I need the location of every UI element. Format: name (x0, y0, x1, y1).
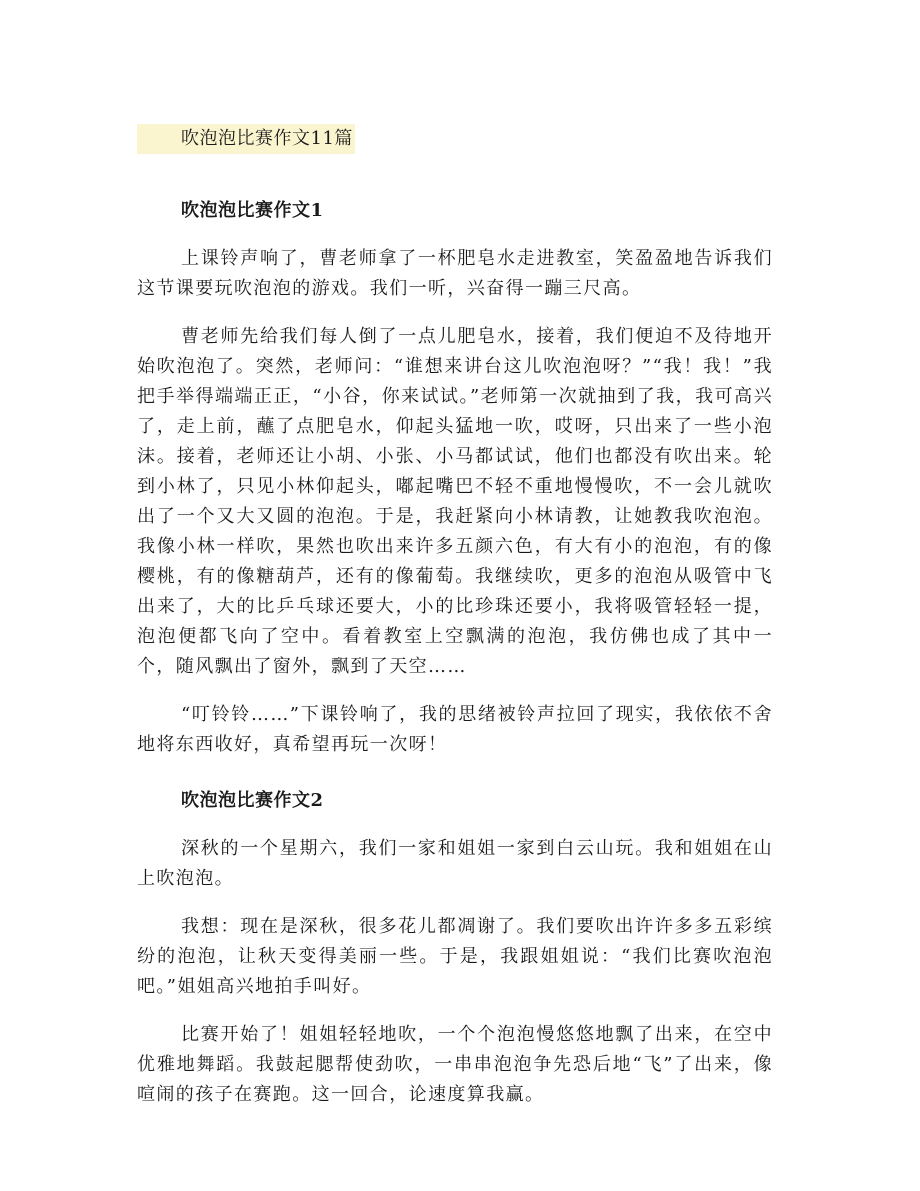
paragraph: 深秋的一个星期六，我们一家和姐姐一家到白云山玩。我和姐姐在山上吹泡泡。 (137, 838, 773, 889)
section-2 (137, 786, 773, 1110)
document-title: 吹泡泡比赛作文11篇 (137, 124, 355, 154)
section-1 (137, 196, 773, 760)
section-heading: 吹泡泡比赛作文1 (181, 200, 324, 221)
title-row (137, 124, 773, 176)
section-heading: 吹泡泡比赛作文2 (181, 790, 324, 811)
paragraph: “叮铃铃……”下课铃响了，我的思绪被铃声拉回了现实，我依依不舍地将东西收好，真希望再玩一次呀！ (137, 704, 773, 755)
paragraph: 上课铃声响了，曹老师拿了一杯肥皂水走进教室，笑盈盈地告诉我们这节课要玩吹泡泡的游戏。我们一听，兴奋得一蹦三尺高。 (137, 248, 773, 299)
paragraph: 我想：现在是深秋，很多花儿都凋谢了。我们要吹出许许多多五彩缤纷的泡泡，让秋天变得美丽一些。于是，我跟姐姐说：“我们比赛吹泡泡吧。”姐姐高兴地拍手叫好。 (137, 916, 773, 997)
paragraph: 比赛开始了！姐姐轻轻地吹，一个个泡泡慢悠悠地飘了出来，在空中优雅地舞蹈。我鼓起腮帮使劲吹，一串串泡泡争先恐后地“飞”了出来，像喧闹的孩子在赛跑。这一回合，论速度算我赢。 (137, 1024, 773, 1105)
paragraph: 曹老师先给我们每人倒了一点儿肥皂水，接着，我们便迫不及待地开始吹泡泡了。突然，老师问：“谁想来讲台这儿吹泡泡呀？”“我！我！”我把手举得端端正正，“小谷，你来试试。”老师第一次就抽到了我，我可高兴了，走上前，蘸了点肥皂水，仰起头猛地一吹，哎呀，只出来了一些小泡沫。接着，老师还让小胡、小张、小马都试试，他们也都没有吹出来。轮到小林了，只见小林仰起头，嘟起嘴巴不轻不重地慢慢吹，不一会儿就吹出了一个又大又圆的泡泡。于是，我赶紧向小林请教，让她教我吹泡泡。我像小林一样吹，果然也吹出来许多五颜六色，有大有小的泡泡，有的像樱桃，有的像糖葫芦，还有的像葡萄。我继续吹，更多的泡泡从吸管中飞出来了，大的比乒乓球还要大，小的比珍珠还要小，我将吸管轻轻一提，泡泡便都飞向了空中。看着教室上空飘满的泡泡，我仿佛也成了其中一个，随风飘出了窗外，飘到了天空…… (137, 326, 773, 677)
document-page (137, 124, 773, 1128)
